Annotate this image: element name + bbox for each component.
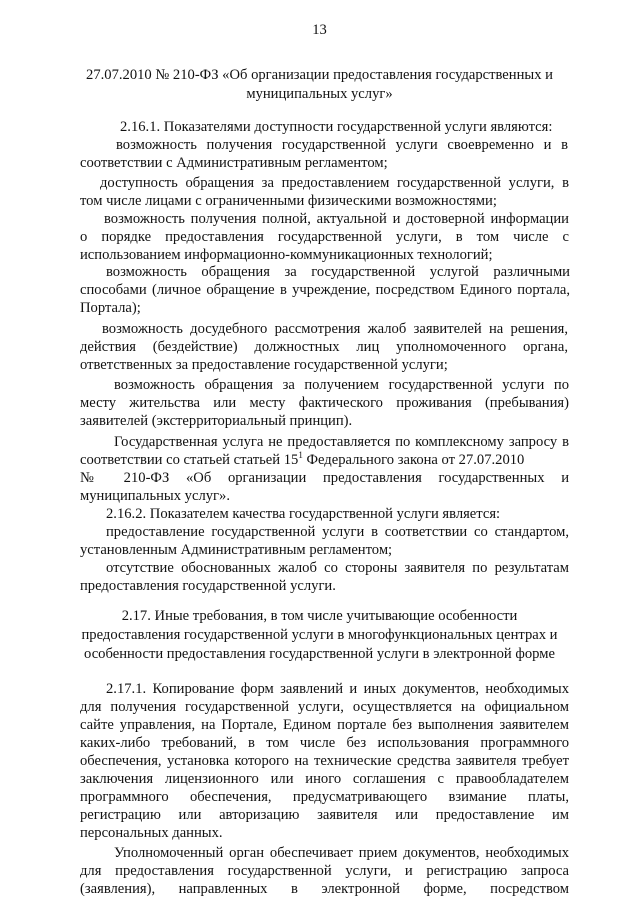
text-line: предоставления государственной услуги. [80,578,336,594]
section-2-16-2-heading: 2.16.2. Показателем качества государственной услуги является: [106,506,501,522]
text-line: 2.17.1. Копирование форм заявлений и иных документов, необходимых [106,681,569,697]
text-line: возможность обращения за получением государственной услуги по [114,377,569,393]
text-line: установленным Административным регламентом; [80,542,393,558]
text-line: возможность досудебного рассмотрения жалоб заявителей на решения, [102,321,568,337]
text-line: заявителей (экстерриториальный принцип). [80,413,353,429]
text-line: использованием информационно-коммуникационных технологий; [80,247,493,263]
text-line: для предоставления государственной услуги, и регистрацию запроса [80,863,569,879]
text-line: предоставление государственной услуги в соответствии со стандартом, [106,524,569,540]
text-line: Портала); [80,300,141,316]
header-line-1: 27.07.2010 № 210-ФЗ «Об организации предоставления государственных и [86,67,553,83]
section-2-17-heading: 2.17. Иные требования, в том числе учитывающие особенности [121,608,518,624]
text-line: (заявления), направленных в электронной форме, посредством [80,881,569,897]
text-line: том числе лицами с ограниченными физическими возможностями; [80,193,497,209]
text-line: регистрацию или авторизацию заявителя или предоставление им [80,807,569,823]
text-line: сайте управления, на Портале, Едином портале без выполнения заявителем [80,717,569,733]
page-number: 13 [312,22,327,38]
header-line-2: муниципальных услуг» [246,86,393,102]
text-line: возможность получения государственной услуги своевременно и в [116,137,568,153]
text-line: соответствии с Административным регламентом; [80,155,388,171]
superscript: 1 [298,450,303,460]
text-line: ответственных за предоставление государственной услуги; [80,357,448,373]
text-line: действия (бездействие) должностных лиц уполномоченного органа, [80,339,568,355]
text-line: возможность получения полной, актуальной и достоверной информации [104,211,569,227]
text-line: для получения государственной услуги, осуществляется на официальном [80,699,569,715]
section-2-16-1-heading: 2.16.1. Показателями доступности государственной услуги являются: [120,119,553,135]
text-line: муниципальных услуг». [80,488,230,504]
text-line: возможность обращения за государственной услугой различными [106,264,570,280]
section-2-17-heading: предоставления государственной услуги в многофункциональных центрах и [81,627,558,643]
text-line: каких-либо требований, в том числе без использования программного [80,735,569,751]
text-line: доступность обращения за предоставлением государственной услуги, в [100,175,569,191]
text-line: Государственная услуга не предоставляется по комплексному запросу в [114,434,569,450]
text-line: персональных данных. [80,825,223,841]
text-fragment: соответствии со статьей статьей 15 [80,452,299,468]
text-line: способами (личное обращение в учреждение, посредством Единого портала, [80,282,570,298]
text-line: Уполномоченный орган обеспечивает прием документов, необходимых [114,845,569,861]
text-line: отсутствие обоснованных жалоб со стороны заявителя по результатам [106,560,569,576]
section-2-17-heading: особенности предоставления государственной услуги в электронной форме [84,646,555,662]
text-line: программного обеспечения, предусматривающего взимание платы, [80,789,569,805]
text-line: заключения лицензионного или иного соглашения с правообладателем [80,771,569,787]
text-line: обеспечения, установка которого на технические средства заявителя требует [80,753,569,769]
text-line: месту жительства или месту фактического проживания (пребывания) [80,395,569,411]
text-line: № 210-ФЗ «Об организации предоставления государственных и [80,470,569,486]
text-line-with-superscript [80,452,569,469]
text-fragment: Федерального закона от 27.07.2010 [302,452,525,468]
text-line: о порядке предоставления государственной услуги, в том числе с [80,229,569,245]
